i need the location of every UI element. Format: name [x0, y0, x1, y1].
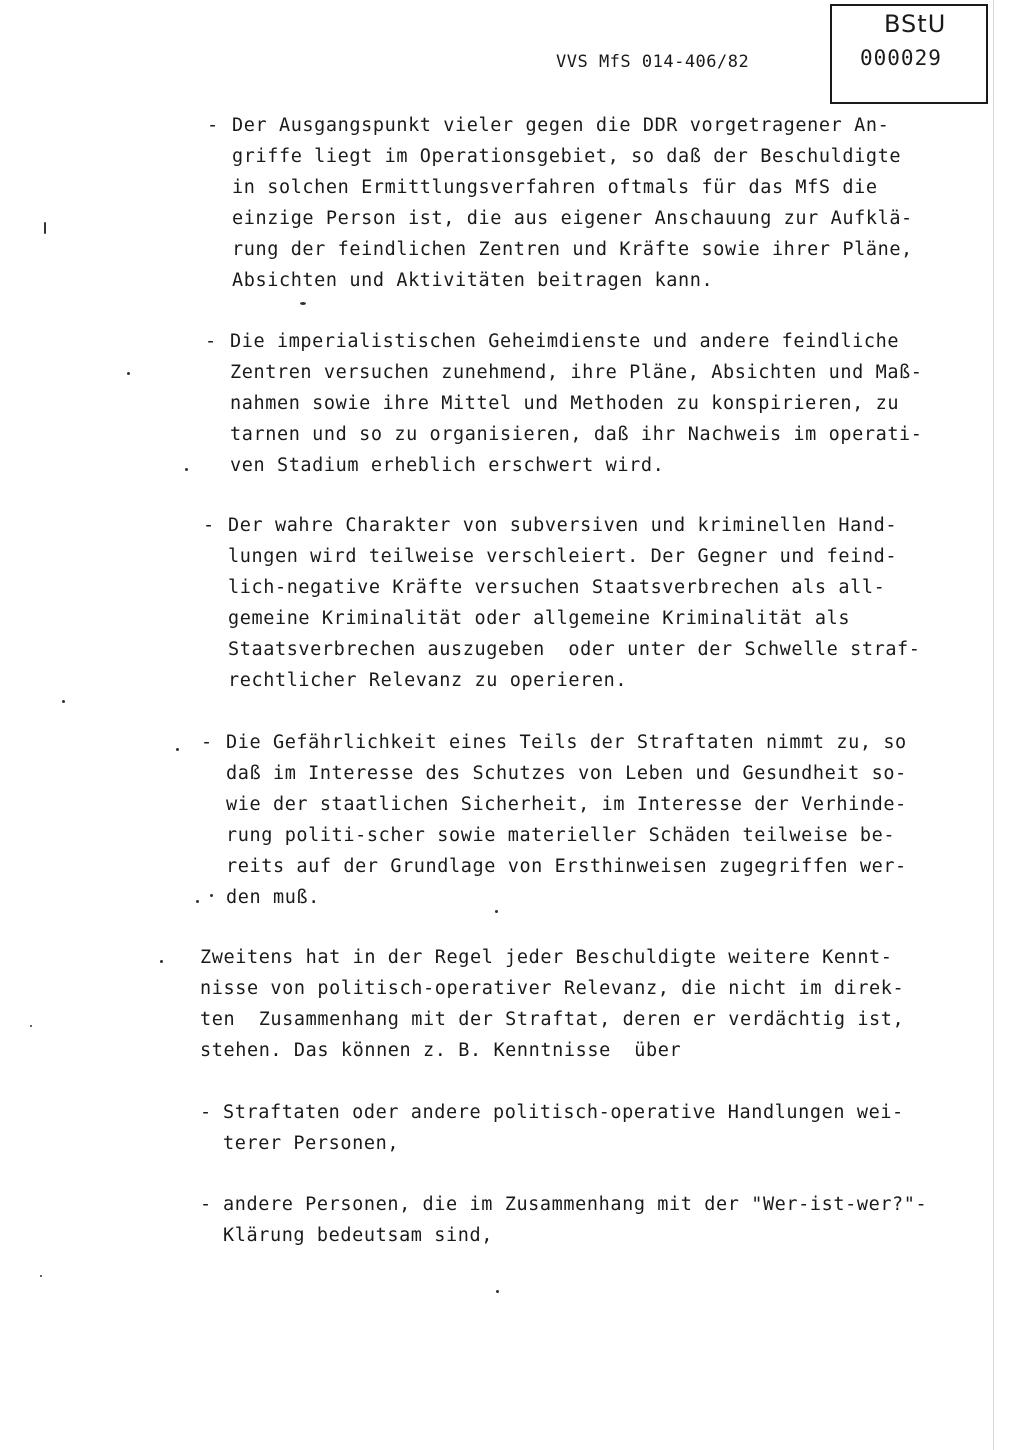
- text-line: Straftaten oder andere politisch-operative Handlungen wei-: [223, 1102, 904, 1123]
- scan-speck: [210, 894, 213, 897]
- bullet-dash: -: [200, 1102, 212, 1123]
- text-line: lungen wird teilweise verschleiert. Der Gegner und feind-: [228, 546, 898, 567]
- scan-speck: [160, 960, 163, 963]
- text-line: in solchen Ermittlungsverfahren oftmals für das MfS die: [232, 177, 878, 198]
- text-line: stehen. Das können z. B. Kenntnisse über: [200, 1040, 682, 1061]
- archive-stamp: [830, 4, 988, 104]
- scan-speck: [62, 700, 65, 703]
- bullet-item: [230, 326, 923, 481]
- text-line: nisse von politisch-operativer Relevanz, die nicht im direk-: [200, 978, 905, 999]
- text-line: Zweitens hat in der Regel jeder Beschuldigte weitere Kennt-: [200, 947, 893, 968]
- document-reference: VVS MfS 014-406/82: [556, 52, 750, 72]
- text-line: Zentren versuchen zunehmend, ihre Pläne, Absichten und Maß-: [230, 362, 923, 383]
- bullet-item: [232, 110, 913, 296]
- text-line: reits auf der Grundlage von Ersthinweisen zugegriffen wer-: [226, 856, 907, 877]
- text-line: terer Personen,: [223, 1133, 400, 1154]
- text-line: nahmen sowie ihre Mittel und Methoden zu konspirieren, zu: [230, 393, 900, 414]
- bullet-dash: -: [203, 515, 215, 536]
- bullet-item: [226, 727, 907, 913]
- text-line: rung der feindlichen Zentren und Kräfte sowie ihrer Pläne,: [232, 239, 913, 260]
- text-line: rechtlicher Relevanz zu operieren.: [228, 670, 628, 691]
- bullet-dash: -: [207, 115, 219, 136]
- text-line: ten Zusammenhang mit der Straftat, deren er verdächtig ist,: [200, 1009, 905, 1030]
- text-line: Staatsverbrechen auszugeben oder unter der Schwelle straf-: [228, 639, 921, 660]
- scan-speck: [196, 900, 199, 903]
- text-line: griffe liegt im Operationsgebiet, so daß der Beschuldigte: [232, 146, 902, 167]
- text-line: ven Stadium erheblich erschwert wird.: [230, 455, 665, 476]
- text-line: Der Ausgangspunkt vieler gegen die DDR vorgetragener An-: [232, 115, 890, 136]
- bullet-dash: -: [205, 331, 217, 352]
- bullet-item: [223, 1189, 927, 1251]
- scan-speck: [185, 468, 188, 471]
- scan-speck: [300, 302, 306, 305]
- scan-speck: [40, 1275, 42, 1277]
- text-line: daß im Interesse des Schutzes von Leben und Gesundheit so-: [226, 763, 907, 784]
- text-line: Der wahre Charakter von subversiven und kriminellen Hand-: [228, 515, 898, 536]
- stamp-number: 000029: [860, 46, 942, 70]
- text-line: Klärung bedeutsam sind,: [223, 1225, 493, 1246]
- bullet-item: [228, 510, 921, 696]
- scan-speck: [176, 748, 179, 751]
- text-line: Absichten und Aktivitäten beitragen kann.: [232, 270, 714, 291]
- scan-speck: [495, 910, 498, 913]
- scan-speck: [496, 1290, 499, 1293]
- text-line: wie der staatlichen Sicherheit, im Interesse der Verhinde-: [226, 794, 907, 815]
- text-line: Die imperialistischen Geheimdienste und andere feindliche: [230, 331, 900, 352]
- text-line: lich-negative Kräfte versuchen Staatsverbrechen als all-: [228, 577, 886, 598]
- bullet-item: [223, 1097, 904, 1159]
- text-line: tarnen und so zu organisieren, daß ihr Nachweis im operati-: [230, 424, 923, 445]
- stamp-label: BStU: [884, 10, 947, 38]
- scan-speck: [127, 372, 130, 375]
- bullet-dash: -: [200, 1194, 212, 1215]
- scan-speck: [44, 222, 46, 234]
- scan-edge-line: [993, 0, 994, 1450]
- scan-speck: [30, 1025, 32, 1027]
- text-line: andere Personen, die im Zusammenhang mit der "Wer-ist-wer?"-: [223, 1194, 928, 1215]
- bullet-dash: -: [201, 732, 213, 753]
- text-line: gemeine Kriminalität oder allgemeine Kriminalität als: [228, 608, 851, 629]
- body-paragraph: [200, 942, 904, 1066]
- text-line: einzige Person ist, die aus eigener Anschauung zur Aufklä-: [232, 208, 913, 229]
- text-line: den muß.: [226, 887, 320, 908]
- text-line: Die Gefährlichkeit eines Teils der Straftaten nimmt zu, so: [226, 732, 907, 753]
- text-line: rung politi-scher sowie materieller Schäden teilweise be-: [226, 825, 896, 846]
